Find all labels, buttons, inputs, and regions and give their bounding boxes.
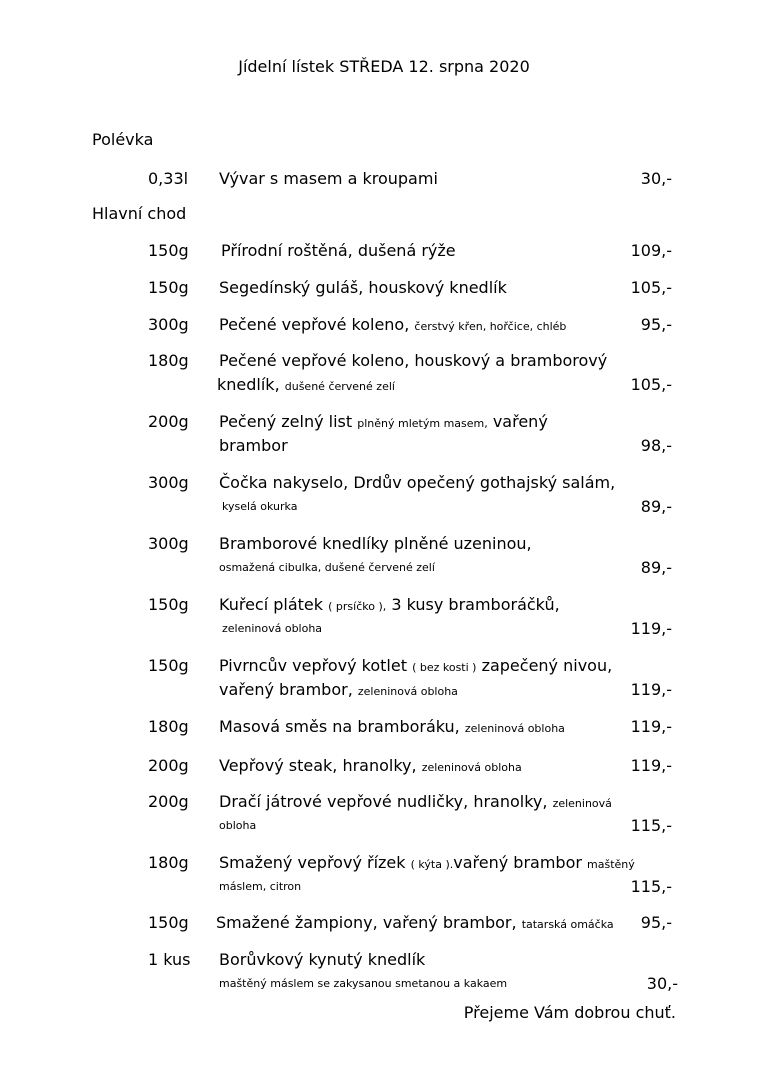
- item-name: Vepřový steak, hranolky, zeleninová obloha: [219, 756, 522, 775]
- item-name: Pečené vepřové koleno, čerstvý křen, hořčice, chléb: [219, 315, 567, 334]
- item-quantity: 150g: [148, 595, 189, 614]
- item-description: osmažená cibulka, dušené červené zelí: [219, 561, 435, 574]
- item-description: knedlík, dušené červené zelí: [217, 375, 395, 394]
- item-price: 98,-: [640, 436, 672, 455]
- item-quantity: 150g: [148, 241, 189, 260]
- item-price: 89,-: [640, 558, 672, 577]
- item-quantity: 300g: [148, 534, 189, 553]
- item-name: Pečený zelný list plněný mletým masem, vařený: [219, 412, 548, 431]
- item-name: Přírodní roštěná, dušená rýže: [221, 241, 456, 260]
- item-description: máslem, citron: [219, 880, 302, 893]
- item-name: Pečené vepřové koleno, houskový a bramborový: [219, 351, 608, 370]
- item-name: Segedínský guláš, houskový knedlík: [219, 278, 507, 297]
- item-name: Vývar s masem a kroupami: [219, 169, 438, 188]
- item-quantity: 180g: [148, 853, 189, 872]
- closing-greeting: Přejeme Vám dobrou chuť.: [463, 1003, 676, 1022]
- item-price: 115,-: [630, 816, 672, 835]
- item-quantity: 150g: [148, 278, 189, 297]
- item-price: 105,-: [630, 278, 672, 297]
- item-quantity: 300g: [148, 315, 189, 334]
- item-description: maštěný máslem se zakysanou smetanou a kakaem: [219, 977, 508, 990]
- item-price: 30,-: [646, 974, 678, 993]
- item-name: Masová směs na bramboráku, zeleninová obloha: [219, 717, 565, 736]
- item-name: Smažený vepřový řízek ( kýta ).vařený brambor maštěný: [219, 853, 635, 872]
- item-name: Dračí játrové vepřové nudličky, hranolky, zeleninová: [219, 792, 612, 811]
- item-name: Kuřecí plátek ( prsíčko ), 3 kusy bramboráčků,: [219, 595, 560, 614]
- item-price: 95,-: [640, 913, 672, 932]
- item-quantity: 300g: [148, 473, 189, 492]
- section-heading-main: Hlavní chod: [92, 204, 187, 223]
- item-quantity: 180g: [148, 717, 189, 736]
- item-description: vařený brambor, zeleninová obloha: [219, 680, 458, 699]
- item-name: Pivrncův vepřový kotlet ( bez kosti ) zapečený nivou,: [219, 656, 613, 675]
- item-quantity: 200g: [148, 412, 189, 431]
- item-price: 119,-: [630, 680, 672, 699]
- item-price: 119,-: [630, 717, 672, 736]
- item-description: kyselá okurka: [222, 500, 298, 513]
- item-price: 89,-: [640, 497, 672, 516]
- item-price: 119,-: [630, 619, 672, 638]
- item-name: Borůvkový kynutý knedlík: [219, 950, 426, 969]
- item-quantity: 150g: [148, 913, 189, 932]
- item-price: 105,-: [630, 375, 672, 394]
- menu-title: Jídelní lístek STŘEDA 12. srpna 2020: [238, 57, 530, 76]
- item-price: 95,-: [640, 315, 672, 334]
- item-price: 115,-: [630, 877, 672, 896]
- item-price: 119,-: [630, 756, 672, 775]
- item-quantity: 150g: [148, 656, 189, 675]
- item-name: Smažené žampiony, vařený brambor, tatarská omáčka: [216, 913, 614, 932]
- item-quantity: 0,33l: [148, 169, 189, 188]
- item-quantity: 1 kus: [148, 950, 191, 969]
- section-heading-soup: Polévka: [92, 130, 154, 149]
- item-quantity: 180g: [148, 351, 189, 370]
- item-quantity: 200g: [148, 756, 189, 775]
- item-name: Bramborové knedlíky plněné uzeninou,: [219, 534, 532, 553]
- item-price: 30,-: [640, 169, 672, 188]
- item-price: 109,-: [630, 241, 672, 260]
- item-quantity: 200g: [148, 792, 189, 811]
- item-name: Čočka nakyselo, Drdův opečený gothajský salám,: [219, 473, 616, 492]
- item-description: obloha: [219, 819, 257, 832]
- item-description: zeleninová obloha: [222, 622, 323, 635]
- item-description: brambor: [219, 436, 288, 455]
